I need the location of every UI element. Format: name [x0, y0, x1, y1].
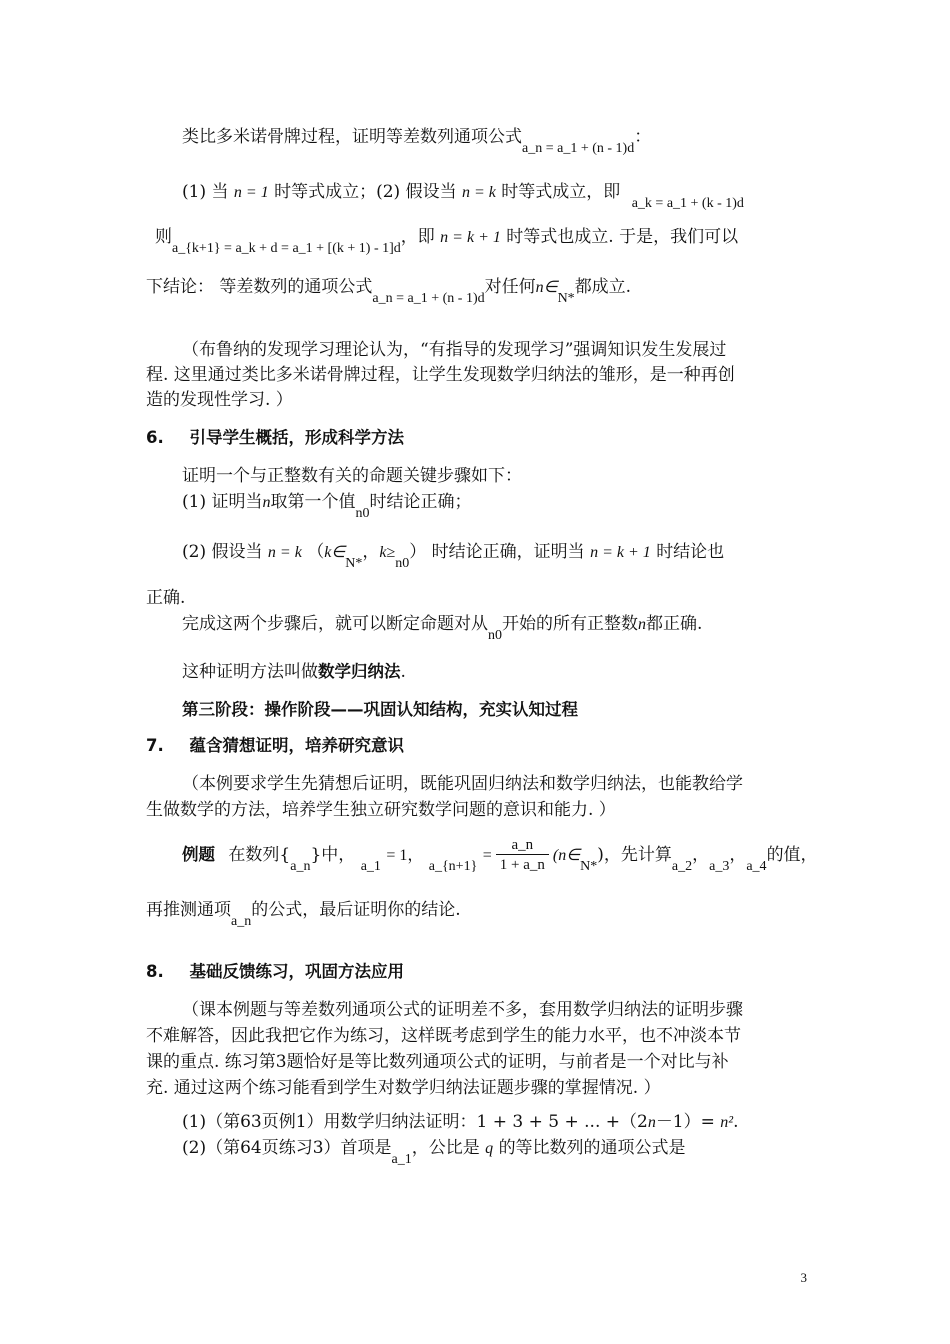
text: 时等式成立，即: [501, 182, 621, 202]
text: ，: [362, 542, 380, 562]
math-n0: n0: [488, 628, 502, 643]
text: （: [307, 542, 325, 562]
text: ，即: [400, 227, 435, 247]
set-nstar: N*: [557, 291, 575, 306]
note2-line2: 生做数学的方法，培养学生独立研究数学问题的意识和能力. ）: [146, 800, 616, 820]
fraction-numerator: a_n: [496, 836, 549, 855]
set-nstar: N*: [345, 556, 363, 571]
math-q: q: [485, 1140, 494, 1157]
math-n0: n0: [395, 556, 410, 571]
note3-line3: 课的重点. 练习第3题恰好是等比数列通项公式的证明，与前者是一个对比与补: [146, 1052, 729, 1072]
exercise-2: [182, 1136, 686, 1167]
section-title: 基础反馈练习，巩固方法应用: [189, 962, 404, 981]
math-n-in: n∈: [535, 279, 558, 296]
math-k-in: k∈: [324, 544, 346, 561]
term-math-induction: 数学归纳法: [318, 662, 401, 681]
text: (1) 证明当: [182, 492, 263, 512]
math-n: n: [647, 1114, 656, 1131]
intro-end: ：: [634, 127, 652, 147]
text: 在数列{: [228, 845, 291, 865]
text: 时等式成立；(2) 假设当: [274, 182, 457, 202]
steps-named: [182, 660, 406, 684]
text: 这种证明方法叫做: [182, 662, 318, 682]
intro-text: 类比多米诺骨牌过程，证明等差数列通项公式: [182, 127, 522, 147]
note3-line2: 不难解答，因此我把它作为练习，这样既考虑到学生的能力水平，也不冲淡本节: [146, 1026, 741, 1046]
math-n0: n0: [355, 506, 370, 521]
set-nstar: N*: [580, 859, 598, 874]
text: 时等式也成立. 于是，我们可以: [506, 227, 739, 247]
formula-ak1: a_{k+1} = a_k + d = a_1 + [(k + 1) - 1]d: [172, 241, 401, 256]
math-n: n: [262, 494, 271, 511]
math-a3: a_3: [709, 859, 730, 874]
text: 的值，: [766, 845, 818, 865]
math-a2: a_2: [671, 859, 693, 874]
section-number: 7.: [146, 736, 164, 755]
text: (2) 假设当: [182, 542, 263, 562]
section-title: 蕴含猜想证明，培养研究意识: [189, 736, 404, 755]
section-number: 6.: [146, 428, 164, 447]
text: 都正确.: [646, 614, 703, 634]
text: .: [733, 1112, 739, 1132]
step-2-cont: 正确.: [146, 588, 186, 608]
step-1: [182, 490, 472, 521]
conclusion-line: [146, 275, 632, 306]
text: .: [400, 662, 406, 682]
note1-line3: 造的发现性学习. ）: [146, 390, 293, 410]
formula-an-2: a_n = a_1 + (n - 1)d: [372, 291, 485, 306]
text: 取第一个值: [270, 492, 356, 512]
note1-line1: （布鲁纳的发现学习理论认为，“有指导的发现学习”强调知识发生发展过: [182, 340, 727, 360]
note3-line1: （课本例题与等差数列通项公式的证明差不多，套用数学归纳法的证明步骤: [182, 1000, 743, 1020]
step-2: [182, 540, 725, 571]
text: ，公比是: [411, 1138, 480, 1158]
text: }中，: [310, 845, 356, 865]
text: (2)（第64页练习3）首项是: [182, 1138, 392, 1158]
text: 再推测通项: [146, 900, 231, 920]
example-line: 例题 在数列$\{_{a\_n}\}$中， $_{a\_1}$ = 1， $_{a\_\{n+1\}}$ = $\frac{a\_n}{1 + a\_n}$ $(n\in_{N*})$，先计算$_{a\_2}$，$_{a\_3}$，$_{a\_4}$的值，: [182, 837, 818, 874]
text: 对任何: [484, 277, 536, 297]
math-nk: n = k: [267, 544, 302, 561]
stage-3-heading: 第三阶段：操作阶段——巩固认知结构，充实认知过程: [182, 700, 578, 719]
text: 下结论： 等差数列的通项公式: [146, 277, 373, 297]
text: )，先计算: [597, 845, 672, 865]
step-line-1: [182, 180, 744, 211]
formula-an: a_n = a_1 + (n - 1)d: [522, 141, 635, 156]
text: 的公式，最后证明你的结论.: [251, 900, 461, 920]
math-nk: n = k: [461, 184, 496, 201]
math-an: a_n: [290, 859, 311, 874]
formula-ak: a_k = a_1 + (k - 1)d: [631, 196, 744, 211]
section-7-heading: [146, 734, 404, 758]
math-a1: a_1: [391, 1152, 412, 1167]
math-n: n: [638, 616, 646, 633]
math-n1: n = 1: [233, 184, 269, 201]
note1-line2: 程. 这里通过类比多米诺骨牌过程，让学生发现数学归纳法的雏形，是一种再创: [146, 365, 735, 385]
section-6-heading: [146, 426, 404, 450]
note3-line4: 充. 通过这两个练习能看到学生对数学归纳法证题步骤的掌握情况. ）: [146, 1078, 661, 1098]
note2-line1: （本例要求学生先猜想后证明，既能巩固归纳法和数学归纳法，也能教给学: [182, 774, 743, 794]
section-8-heading: [146, 960, 404, 984]
text: ） 时结论正确，证明当: [409, 542, 585, 562]
fraction-denominator: 1 + a_n: [499, 857, 545, 873]
steps-done: [182, 612, 703, 643]
text: (1)（第63页例1）用数学归纳法证明：1 + 3 + 5 + ... +（2: [182, 1112, 648, 1132]
page-number: 3: [800, 1270, 807, 1285]
exercise-1: [182, 1110, 738, 1135]
math-n-squared: n²: [720, 1114, 734, 1131]
example-label: 例题: [182, 845, 215, 864]
text: 时结论也: [656, 542, 725, 562]
step-line-2: [155, 225, 739, 256]
section-number: 8.: [146, 962, 164, 981]
math-nk1: n = k + 1: [440, 229, 501, 246]
text: 开始的所有正整数: [502, 614, 638, 634]
text: = 1，: [386, 847, 424, 864]
steps-intro: 证明一个与正整数有关的命题关键步骤如下：: [182, 466, 522, 486]
example-line-2: [146, 898, 461, 929]
text: 时结论正确；: [369, 492, 472, 512]
text: (n∈: [552, 847, 581, 864]
text: －1）=: [655, 1112, 715, 1132]
math-k-ge: k≥: [379, 544, 396, 561]
math-an1: a_{n+1}: [428, 859, 478, 874]
math-a4: a_4: [746, 859, 767, 874]
text: 的等比数列的通项公式是: [498, 1138, 686, 1158]
math-nk1: n = k + 1: [590, 544, 651, 561]
fraction: [496, 836, 549, 875]
math-an: a_n: [231, 914, 252, 929]
section-title: 引导学生概括，形成科学方法: [189, 428, 404, 447]
math-a1: a_1: [360, 859, 381, 874]
intro-line: [182, 125, 652, 156]
text: 都成立.: [574, 277, 632, 297]
text: 完成这两个步骤后，就可以断定命题对从: [182, 614, 488, 634]
text: 则: [155, 227, 172, 247]
text: (1) 当: [182, 182, 229, 202]
